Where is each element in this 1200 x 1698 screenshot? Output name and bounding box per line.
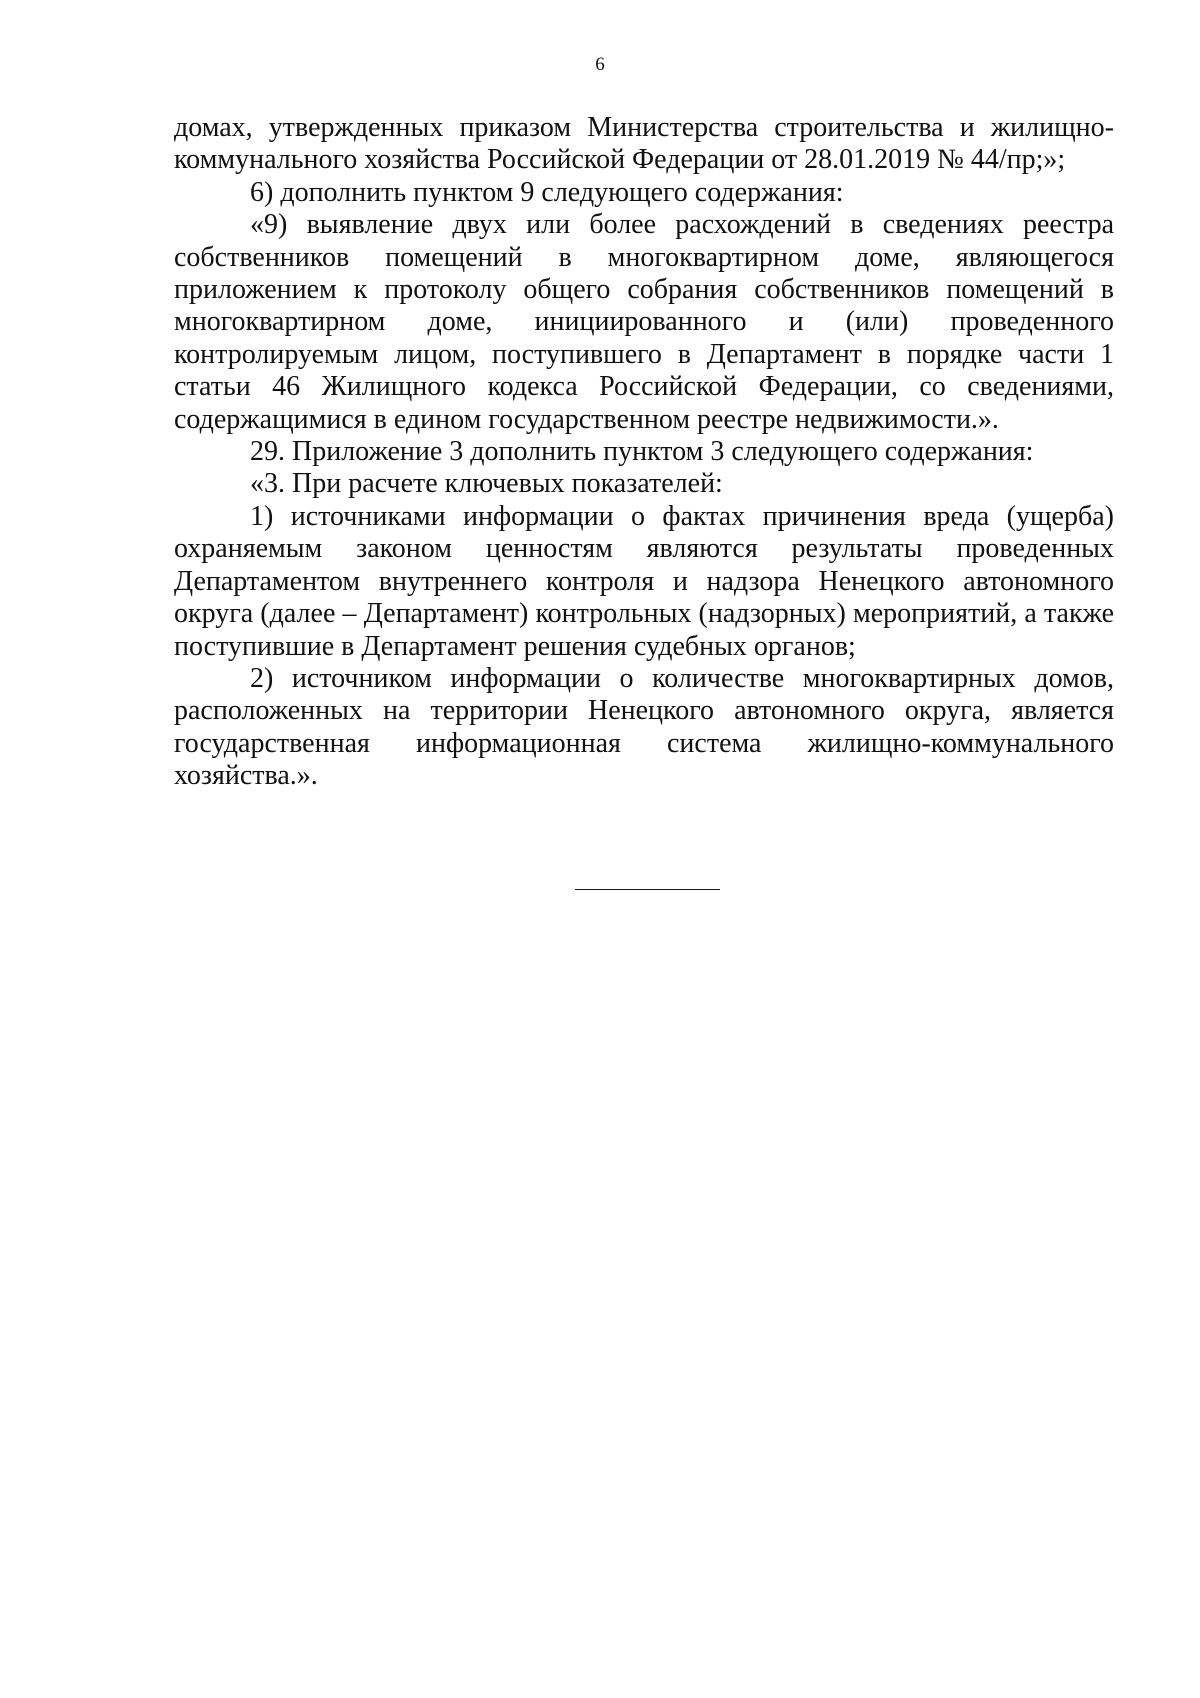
page-number: 6 — [595, 54, 605, 75]
paragraph-sub-1: 1) источниками информации о фактах причинения вреда (ущерба) охраняемым законом ценностям являются результаты проведенных Департаментом внутреннего контроля и надзора Ненецкого автономного округа (далее – Департамент) контрольных (надзорных) мероприятий, а также поступившие в Департамент решения судебных органов; — [174, 500, 1114, 662]
paragraph-item-29: 29. Приложение 3 дополнить пунктом 3 следующего содержания: — [250, 436, 1034, 468]
paragraph-item-6: 6) дополнить пунктом 9 следующего содержания: — [250, 176, 844, 208]
paragraph-sub-2: 2) источником информации о количестве многоквартирных домов, расположенных на территории Ненецкого автономного округа, является государственная информационная система жилищно-коммунального хозяйства.». — [174, 662, 1114, 792]
paragraph-item-9: «9) выявление двух или более расхождений в сведениях реестра собственников помещений в многоквартирном доме, являющегося приложением к протоколу общего собрания собственников помещений в многоквартирном доме, инициированного и (или) проведенного контролируемым лицом, поступившего в Департамент в порядке части 1 статьи 46 Жилищного кодекса Российской Федерации, со сведениями, содержащимися в едином государственном реестре недвижимости.». — [174, 209, 1114, 435]
paragraph-key-indicators: «3. При расчете ключевых показателей: — [250, 468, 723, 500]
end-of-document-rule — [575, 889, 720, 890]
paragraph-continuation: домах, утвержденных приказом Министерства строительства и жилищно-коммунального хозяйства Российской Федерации от 28.01.2019 № 44/пр;»; — [174, 112, 1114, 176]
document-body — [174, 112, 1114, 793]
